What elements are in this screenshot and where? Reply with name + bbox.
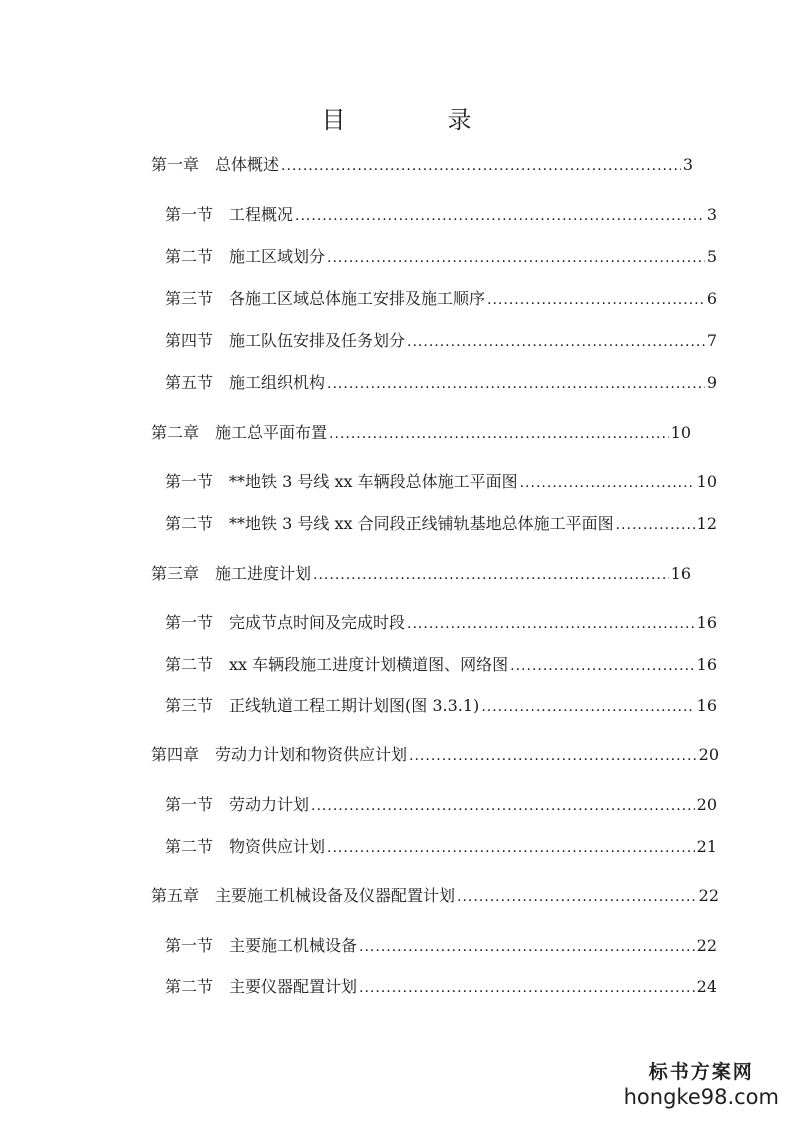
dot-leader [409,746,697,766]
toc-entry-chapter-2[interactable] [151,423,691,444]
toc-entry-number: 第三节 [165,289,214,308]
dot-leader [327,838,695,858]
toc-entry-page: 10 [696,472,717,491]
toc-entry-title: 劳动力计划 [229,795,310,814]
dot-leader [407,614,695,634]
toc-entry-page: 6 [706,289,717,308]
toc-entry-title: 工程概况 [229,205,294,224]
watermark-brand: 标书方案网 [648,1061,754,1083]
toc-entry-title: 劳动力计划和物资供应计划 [215,745,408,764]
dot-leader [481,697,694,717]
toc-entry-section[interactable] [165,837,717,858]
toc-entry-title: 总体概述 [215,155,280,174]
toc-entry-number: 第一节 [165,205,214,224]
dot-leader [359,978,695,998]
toc-entry-page: 16 [670,564,691,583]
toc-entry-title: 施工队伍安排及任务划分 [229,331,406,350]
dot-leader [327,248,705,268]
toc-entry-page: 3 [706,205,717,224]
toc-entry-page: 20 [698,745,719,764]
toc-entry-page: 7 [706,331,717,350]
dot-leader [327,374,705,394]
toc-entry-number: 第四节 [165,331,214,350]
toc-entry-number: 第一节 [165,936,214,955]
toc-entry-section[interactable] [165,331,717,352]
toc-entry-section[interactable] [165,696,717,717]
toc-entry-page: 10 [670,423,691,442]
toc-entry-title: 主要施工机械设备及仪器配置计划 [215,886,456,905]
toc-entry-section[interactable] [165,472,717,493]
toc-heading-char-1: 目 [321,106,346,134]
dot-leader [457,887,697,907]
toc-entry-title: 施工组织机构 [229,373,326,392]
toc-entry-page: 9 [706,373,717,392]
toc-entry-title: **地铁 3 号线 xx 车辆段总体施工平面图 [229,472,518,491]
toc-heading-char-2: 录 [447,106,472,134]
toc-entry-section[interactable] [165,936,717,957]
toc-entry-number: 第三章 [151,564,200,583]
toc-entry-number: 第二节 [165,247,214,266]
toc-entry-section[interactable] [165,373,717,394]
dot-leader [520,473,695,493]
dot-leader [311,796,695,816]
toc-entry-section[interactable] [165,613,717,634]
toc-entry-title: 施工总平面布置 [215,423,328,442]
toc-entry-page: 5 [706,247,717,266]
toc-entry-page: 24 [696,977,717,996]
toc-entry-number: 第一章 [151,155,200,174]
toc-entry-number: 第三节 [165,696,214,715]
toc-entry-page: 16 [696,696,717,715]
dot-leader [616,515,695,535]
toc-entry-title: 施工进度计划 [215,564,312,583]
dot-leader [281,156,681,176]
toc-entry-number: 第二节 [165,837,214,856]
toc-entry-number: 第一节 [165,613,214,632]
toc-entry-title: **地铁 3 号线 xx 合同段正线铺轨基地总体施工平面图 [229,514,614,533]
toc-entry-number: 第二节 [165,977,214,996]
toc-entry-page: 16 [696,655,717,674]
toc-entry-section[interactable] [165,289,717,310]
toc-entry-chapter-5[interactable] [151,886,719,907]
toc-entry-chapter-3[interactable] [151,564,691,585]
dot-leader [359,937,695,957]
toc-entry-page: 22 [696,936,717,955]
toc-heading [0,100,793,135]
toc-entry-number: 第二节 [165,514,214,533]
toc-entry-title: 正线轨道工程工期计划图(图 3.3.1) [229,696,480,715]
toc-entry-chapter-4[interactable] [151,745,719,766]
toc-entry-number: 第一节 [165,795,214,814]
toc-entry-number: 第二章 [151,423,200,442]
toc-entry-page: 21 [696,837,717,856]
toc-entry-title: 主要仪器配置计划 [229,977,358,996]
toc-entry-section[interactable] [165,205,717,226]
toc-entry-section[interactable] [165,795,717,816]
toc-entry-title: 主要施工机械设备 [229,936,358,955]
toc-entry-title: 各施工区域总体施工安排及施工顺序 [229,289,486,308]
toc-entry-section[interactable] [165,514,717,535]
toc-entry-title: 物资供应计划 [229,837,326,856]
watermark-url: hongke98.com [623,1085,779,1109]
dot-leader [407,332,705,352]
dot-leader [313,565,669,585]
toc-entry-page: 12 [696,514,717,533]
dot-leader [295,206,705,226]
toc-entry-title: 施工区域划分 [229,247,326,266]
toc-entry-section[interactable] [165,655,717,676]
dot-leader [487,290,705,310]
toc-entry-section[interactable] [165,977,717,998]
toc-entry-chapter-1[interactable] [151,155,693,176]
toc-entry-number: 第五章 [151,886,200,905]
toc-entry-page: 3 [682,155,693,174]
toc-entry-number: 第二节 [165,655,214,674]
toc-entry-number: 第五节 [165,373,214,392]
dot-leader [329,424,669,444]
toc-entry-section[interactable] [165,247,717,268]
toc-entry-page: 20 [696,795,717,814]
dot-leader [510,656,694,676]
toc-entry-title: 完成节点时间及完成时段 [229,613,406,632]
toc-entry-number: 第一节 [165,472,214,491]
toc-entry-title: xx 车辆段施工进度计划横道图、网络图 [229,655,509,674]
toc-entry-page: 16 [696,613,717,632]
toc-entry-number: 第四章 [151,745,200,764]
site-watermark [624,1060,779,1110]
toc-entry-page: 22 [698,886,719,905]
